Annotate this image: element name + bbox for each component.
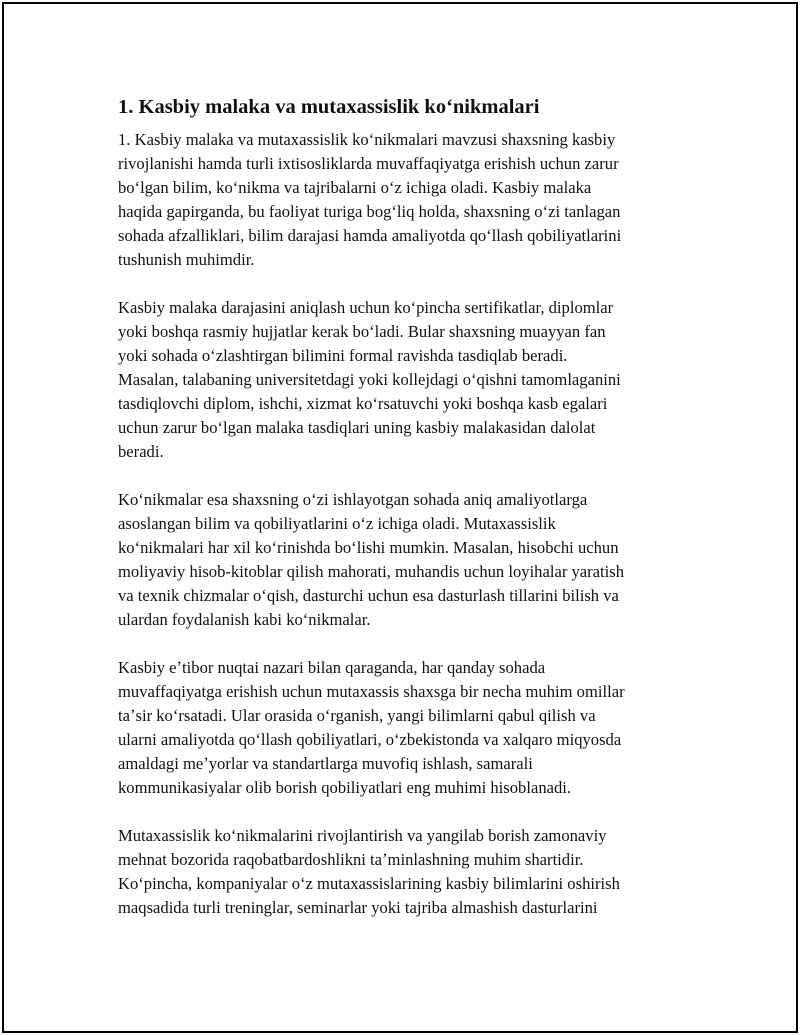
paragraph-4: Kasbiy eʼtibor nuqtai nazari bilan qaraganda, har qanday sohada muvaffaqiyatga erishish uchun mutaxassis shaxsga bir necha muhim omillar taʼsir koʻrsatadi. Ular orasida oʻrganish, yangi bilimlarni qabul qilish va ularni amaliyotda qoʻllash qobiliyatlari, oʻzbekistonda va xalqaro miqyosda amaldagi meʼyorlar va standartlarga muvofiq ishlash, samarali kommunikasiyalar olib borish qobiliyatlari eng muhimi hisoblanadi. [118, 658, 625, 797]
document-body [118, 93, 688, 944]
paragraph-3: Koʻnikmalar esa shaxsning oʻzi ishlayotgan sohada aniq amaliyotlarga asoslangan bilim va qobiliyatlarini oʻz ichiga oladi. Mutaxassislik koʻnikmalari har xil koʻrinishda boʻlishi mumkin. Masalan, hisobchi uchun moliyaviy hisob-kitoblar qilish mahorati, muhandis uchun loyihalar yaratish va texnik chizmalar oʻqish, dasturchi uchun esa dasturlash tillarini bilish va ulardan foydalanish kabi koʻnikmalar. [118, 490, 625, 629]
paragraph-1: 1. Kasbiy malaka va mutaxassislik koʻnikmalari mavzusi shaxsning kasbiy rivojlanishi hamda turli ixtisosliklarda muvaffaqiyatga erishish uchun zarur boʻlgan bilim, koʻnikma va tajribalarni oʻz ichiga oladi. Kasbiy malaka haqida gapirganda, bu faoliyat turiga bogʻliq holda, shaxsning oʻzi tanlagan sohada afzalliklari, bilim darajasi hamda amaliyotda qoʻllash qobiliyatlarini tushunish muhimdir. [118, 130, 622, 269]
paragraph-5: Mutaxassislik koʻnikmalarini rivojlantirish va yangilab borish zamonaviy mehnat bozorida raqobatbardoshlikni taʼminlashning muhim shartidir. Koʻpincha, kompaniyalar oʻz mutaxassislarining kasbiy bilimlarini oshirish maqsadida turli treninglar, seminarlar yoki tajriba almashish dasturlarini [118, 826, 620, 917]
section-title: 1. Kasbiy malaka va mutaxassislik koʻnikmalari [118, 96, 540, 118]
paragraph-2: Kasbiy malaka darajasini aniqlash uchun koʻpincha sertifikatlar, diplomlar yoki boshqa rasmiy hujjatlar kerak boʻladi. Bular shaxsning muayyan fan yoki sohada oʻzlashtirgan bilimini formal ravishda tasdiqlab beradi. Masalan, talabaning universitetdagi yoki kollejdagi oʻqishni tamomlaganini tasdiqlovchi diplom, ishchi, xizmat koʻrsatuvchi yoki boshqa kasb egalari uchun zarur boʻlgan malaka tasdiqlari uning kasbiy malakasidan dalolat beradi. [118, 298, 621, 461]
